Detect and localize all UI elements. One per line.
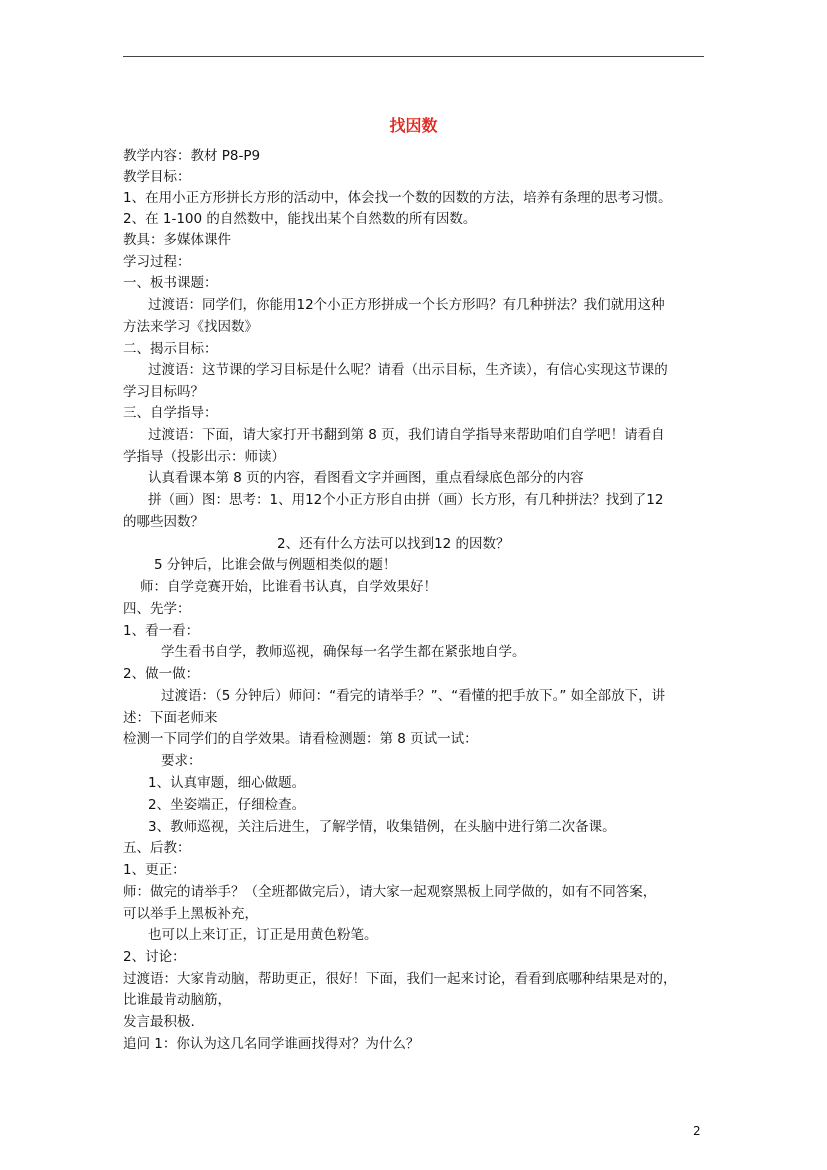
text-line: 比谁最肯动脑筋， [123,992,231,1008]
text-line: 四、先学： [123,601,191,617]
text-line: 过渡语：下面，请大家打开书翻到第 8 页，我们请自学指导来帮助咱们自学吧！请看自 [148,427,665,443]
text-line: 师：做完的请举手？（全班都做完后），请大家一起观察黑板上同学做的，如有不同答案， [123,884,657,900]
text-line: 3、教师巡视，关注后进生，了解学情，收集错例，在头脑中进行第二次备课。 [148,819,616,835]
text-line: 学生看书自学，教师巡视，确保每一名学生都在紧张地自学。 [161,644,526,660]
text-line: 可以举手上黑板补充， [123,906,258,922]
text-line: 2、坐姿端正，仔细检查。 [148,797,306,813]
page-title: 找因数 [389,116,438,135]
text-line: 述：下面老师来 [123,710,218,726]
text-line: 教学内容：教材 P8-P9 [123,148,261,164]
page-number: 2 [693,1124,701,1138]
text-line: 检测一下同学们的自学效果。请看检测题：第 8 页试一试： [123,731,478,747]
text-line: 五、后教： [123,840,191,856]
text-line: 1、在用小正方形拼长方形的活动中，体会找一个数的因数的方法，培养有条理的思考习惯。 [123,190,672,206]
text-line: 1、看一看： [123,623,200,639]
text-line: 过渡语：这节课的学习目标是什么呢？请看（出示目标，生齐读），有信心实现这节课的 [148,362,668,378]
text-line: 学指导（投影出示：师读） [123,449,285,465]
text-line: 也可以上来订正，订正是用黄色粉笔。 [148,927,378,943]
text-line: 三、自学指导： [123,405,218,421]
text-line: 发言最积极. [123,1014,195,1030]
text-line: 教学目标： [123,169,191,185]
text-line: 师：自学竞赛开始，比谁看书认真，自学效果好！ [140,579,437,595]
text-line: 过渡语：（5 分钟后）师问：“看完的请举手？”、“看懂的把手放下。” 如全部放下，讲 [161,688,666,704]
text-line: 学习目标吗？ [123,384,204,400]
text-line: 2、做一做： [123,666,200,682]
text-line: 2、在 1-100 的自然数中，能找出某个自然数的所有因数。 [123,211,477,227]
header-rule [123,56,704,57]
text-line: 1、更正： [123,862,186,878]
text-line: 方法来学习《找因数》 [123,319,258,335]
text-line: 要求： [161,753,202,769]
text-line: 2、讨论： [123,949,186,965]
text-line: 5 分钟后，比谁会做与例题相类似的题！ [154,557,397,573]
text-line: 拼（画）图：思考：1、用12个小正方形自由拼（画）长方形，有几种拼法？找到了12 [148,492,664,508]
text-line: 认真看课本第 8 页的内容，看图看文字并画图，重点看绿底色部分的内容 [148,470,584,486]
text-line: 学习过程： [123,254,191,270]
text-line: 教具：多媒体课件 [123,232,231,248]
text-line: 过渡语：大家肯动脑，帮助更正，很好！下面，我们一起来讨论，看看到底哪种结果是对的， [123,971,677,987]
text-line: 一、板书课题： [123,275,218,291]
text-line: 二、揭示目标： [123,341,218,357]
text-line: 过渡语：同学们，你能用12个小正方形拼成一个长方形吗？有几种拼法？我们就用这种 [148,297,665,313]
text-line: 1、认真审题，细心做题。 [148,775,306,791]
text-line: 追问 1：你认为这几名同学谁画找得对？为什么？ [123,1036,420,1052]
text-line: 的哪些因数？ [123,514,204,530]
text-line: 2、还有什么方法可以找到12 的因数？ [277,536,510,552]
